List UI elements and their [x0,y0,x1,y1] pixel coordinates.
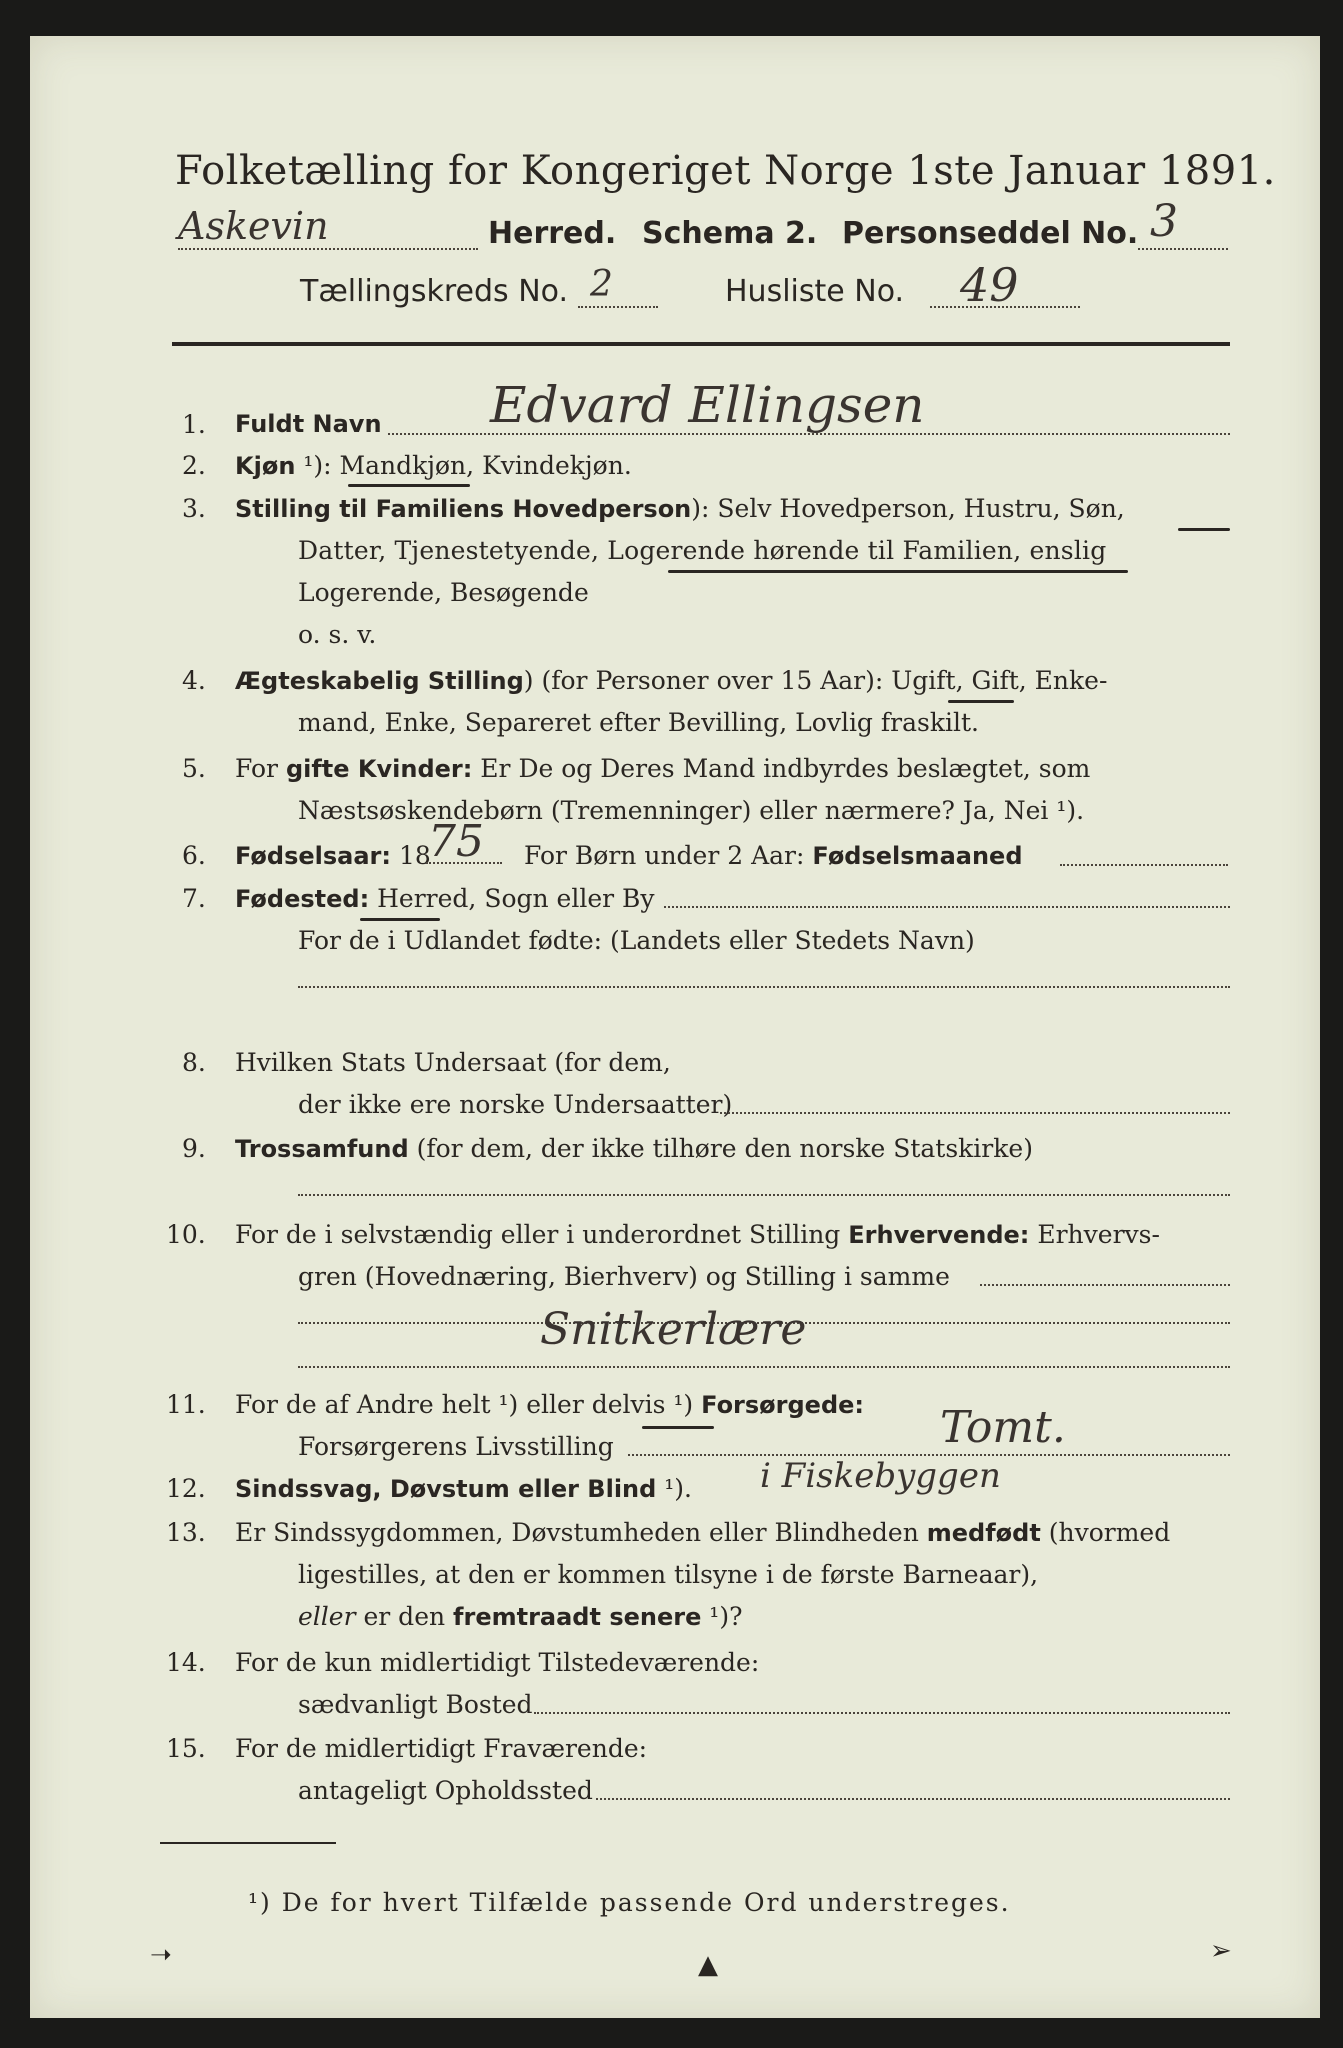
husliste-label: Husliste No. [725,274,905,309]
q11-text: For de af Andre helt ¹) eller delvis ¹) [235,1390,702,1419]
kreds-label: Tællingskreds No. [300,274,568,309]
q10-dotline-1 [980,1284,1230,1286]
q3-line2: Datter, Tjenestetyende, Logerende hørende til Familien, enslig [298,536,1107,565]
q3-line4: o. s. v. [298,620,377,649]
q13-eller: eller [298,1602,356,1631]
q11-underline-delvis [642,1426,714,1429]
q13-text-a: Er Sindssygdommen, Døvstumheden eller Blindheden [235,1518,927,1547]
q9-line1 [235,1134,1033,1163]
q14-line1: For de kun midlertidigt Tilstedeværende: [235,1648,760,1677]
q5-label-b: gifte Kvinder: [285,755,473,783]
q7-line1 [235,884,655,913]
q2-label: Kjøn [235,452,296,480]
q4-line2: mand, Enke, Separeret efter Bevilling, Lovlig fraskilt. [298,708,979,737]
kreds-value: 2 [590,264,613,305]
personseddel-value: 3 [1150,196,1178,247]
herred-label: Herred. [488,216,617,251]
q10-line1 [235,1220,1160,1249]
q13-line3 [298,1602,743,1631]
q3-line3: Logerende, Besøgende [298,578,589,607]
q6-label: Fødselsaar: [235,842,391,870]
q13-text-c: er den [355,1602,454,1631]
binding-mark-center: ▲ [698,1950,718,1980]
item-number-9: 9. [182,1134,206,1163]
q6-rest [524,841,1023,870]
q3-label: Stilling til Familiens Hovedperson [235,495,692,523]
q1-value: Edvard Ellingsen [490,376,925,434]
kreds-dotline [578,306,658,308]
item-number-3: 3. [182,494,206,523]
item-number-12: 12. [166,1474,206,1503]
q6-prefix: 18 [391,841,431,870]
q3-line1-text: ): Selv Hovedperson, Hustru, Søn, [691,494,1125,523]
binding-mark-left: ➝ [150,1940,172,1970]
q14-dotline [534,1712,1230,1714]
q3-line1 [235,494,1125,523]
item-number-6: 6. [182,841,206,870]
q2-line [235,451,632,480]
item-number-11: 11. [166,1390,206,1419]
q7-dotline-1 [664,906,1230,908]
q3-underline-logerende [668,570,1128,573]
header-rule [172,342,1230,346]
q5-line2: Næstsøskendebørn (Tremenninger) eller nærmere? Ja, Nei ¹). [298,796,1085,825]
q8-dotline [720,1112,1230,1114]
q11-bold: Forsørgede: [701,1391,865,1419]
q14-line2: sædvanligt Bosted [298,1690,533,1719]
personseddel-label: Personseddel No. [842,216,1139,251]
q4-line1-text: ) (for Personer over 15 Aar): Ugift, Gift, Enke- [523,666,1108,695]
q7-dotline-2 [298,986,1230,988]
q12-value: i Fiskebyggen [760,1456,1001,1496]
q13-line2: ligestilles, at den er kommen tilsyne i de første Barneaar), [298,1560,1039,1589]
footnote-rule [160,1842,336,1844]
q5-line1 [235,754,1090,783]
item-number-15: 15. [166,1734,206,1763]
q7-underline-herred [360,918,440,921]
q6-rest-text: For Børn under 2 Aar: [524,841,813,870]
q10-value: Snitkerlære [540,1304,807,1355]
item-number-8: 8. [182,1048,206,1077]
q1-label: Fuldt Navn [235,410,382,438]
form-title: Folketælling for Kongeriget Norge 1ste Januar 1891. [175,148,1276,194]
q11-line2: Forsørgerens Livsstilling [298,1432,614,1461]
q6-dotline-year [426,862,502,864]
herred-value: Askevin [178,204,329,248]
census-form-sheet [30,36,1320,2018]
q12-line [235,1474,692,1503]
q7-label: Fødested: [235,885,370,913]
q9-text: (for dem, der ikke tilhøre den norske Statskirke) [408,1134,1033,1163]
q13-line1 [235,1518,1170,1547]
herred-dotline [178,248,478,250]
q9-label: Trossamfund [235,1135,409,1163]
q5-label-a: For [235,754,286,783]
q8-line1: Hvilken Stats Undersaat (for dem, [235,1048,671,1077]
item-number-5: 5. [182,754,206,783]
q15-line2: antageligt Opholdssted [298,1776,593,1805]
q10-line2: gren (Hovednæring, Bierhverv) og Stilling i samme [298,1262,950,1291]
q13-bold: medfødt [926,1519,1041,1547]
q4-underline-ugift [948,700,1014,703]
item-number-13: 13. [166,1518,206,1547]
item-number-4: 4. [182,666,206,695]
q15-dotline [596,1798,1230,1800]
q2-option-mand: Mandkjøn [339,451,467,480]
q10-text-b: Erhvervs- [1029,1220,1160,1249]
item-number-10: 10. [166,1220,206,1249]
item-number-1: 1. [182,410,206,439]
q15-line1: For de midlertidigt Fraværende: [235,1734,648,1763]
q11-line1 [235,1390,864,1419]
binding-mark-right: ➢ [1210,1936,1232,1966]
footnote: ¹) De for hvert Tilfælde passende Ord understreges. [248,1888,1011,1917]
q5-line1-text: Er De og Deres Mand indbyrdes beslægtet, som [472,754,1091,783]
q7-line2: For de i Udlandet fødte: (Landets eller Stedets Navn) [298,926,975,955]
item-number-14: 14. [166,1648,206,1677]
q13-text-d: ¹)? [701,1602,743,1631]
q2-sup: ¹): [295,451,340,480]
item-number-2: 2. [182,451,206,480]
personseddel-dotline [1138,248,1228,250]
q2-option-rest: , Kvindekjøn. [466,451,632,480]
schema-label: Schema 2. [642,216,818,251]
q6-value: 75 [428,816,484,867]
q4-line1 [235,666,1107,695]
q6-line [235,841,431,870]
q12-label: Sindssvag, Døvstum eller Blind [235,1475,657,1503]
q12-suffix: ¹). [656,1474,692,1503]
q11-value: Tomt. [940,1402,1066,1453]
q6-rest-bold: Fødselsmaaned [812,842,1023,870]
q3-underline-son [1178,528,1230,531]
q10-bold: Erhvervende: [848,1221,1030,1249]
q2-underline-mandkjon [348,484,470,487]
q10-dotline-3 [298,1366,1230,1368]
q13-bold-2: fremtraadt senere [453,1603,702,1631]
q10-text-a: For de i selvstændig eller i underordnet Stilling [235,1220,849,1249]
q7-text: Herred, Sogn eller By [369,884,655,913]
q4-label: Ægteskabelig Stilling [235,667,524,695]
q13-text-b: (hvormed [1040,1518,1171,1547]
husliste-dotline [930,306,1080,308]
item-number-7: 7. [182,884,206,913]
q9-dotline [298,1194,1230,1196]
q6-dotline-month [1060,864,1228,866]
q8-line2: der ikke ere norske Undersaatter) [298,1090,733,1119]
husliste-value: 49 [960,258,1019,312]
